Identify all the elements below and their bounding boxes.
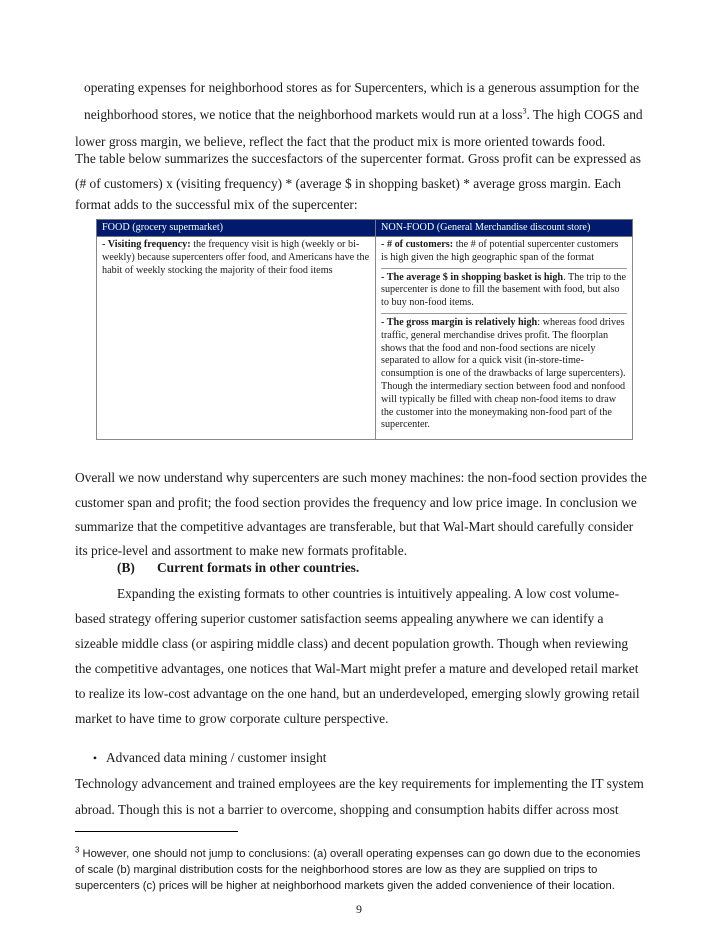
- cell-bold-label: - # of customers:: [381, 239, 454, 250]
- body-text-line: Technology advancement and trained employees are the key requirements for implementing the IT system: [75, 776, 644, 791]
- table-header-food: FOOD (grocery supermarket): [97, 220, 376, 237]
- cell-text: : whereas food drives traffic, general merchandise drives profit. The floorplan shows that the food and non-food sections are nicely separated to allow for a quick visit (in-store-time-consumption is one of the drawbacks of large supercenters). Though the intermediary section between food and nonfood will typically be filled with cheap non-food items to draw the customer into the moneymaking non-food part of the supercenter.: [381, 316, 626, 431]
- bullet-item: [84, 750, 327, 766]
- nonfood-item: [381, 317, 627, 432]
- body-text-line: abroad. Though this is not a barrier to overcome, shopping and consumption habits differ across most: [75, 802, 619, 817]
- footnote-divider: [75, 831, 238, 832]
- section-heading: [117, 560, 359, 576]
- body-text-line: Overall we now understand why supercenters are such money machines: the non-food section provides the: [75, 470, 647, 485]
- body-text-line: lower gross margin, we believe, reflect the fact that the product mix is more oriented towards food.: [75, 134, 606, 149]
- table-cell-food: [97, 237, 376, 440]
- body-text-line: sizeable middle class (or aspiring middle class) and decent population growth. Though when reviewing: [75, 636, 629, 651]
- footnote-text: However, one should not jump to conclusions: (a) overall operating expenses can go down due to the economies: [79, 848, 641, 860]
- table-cell-nonfood: [376, 237, 633, 440]
- cell-text: . The trip to the supercenter is done to fill the basement with food, but also to buy non-food items.: [381, 271, 627, 309]
- body-text-line: The table below summarizes the succesfactors of the supercenter format. Gross profit can be expressed as: [75, 151, 641, 166]
- table-header-row: [97, 220, 633, 237]
- body-text-span: . The high COGS and: [526, 107, 643, 122]
- footnote-line: of scale (b) marginal distribution costs for the neighborhood stores are low as they are supplied on trips to: [75, 864, 598, 876]
- body-text-line: market to have time to grow corporate culture perspective.: [75, 711, 389, 726]
- cell-bold-label: - The gross margin is relatively high: [381, 316, 538, 328]
- footnote: [75, 846, 665, 894]
- body-text-line: Expanding the existing formats to other countries is intuitively appealing. A low cost volume-: [117, 586, 620, 601]
- body-text-span: neighborhood stores, we notice that the neighborhood markets would run at a loss: [84, 107, 523, 122]
- body-text-line: the competitive advantages, one notices that Wal-Mart might prefer a mature and developed retail market: [75, 661, 639, 676]
- footnote-line: [75, 846, 665, 862]
- body-text-line: based strategy offering superior customer satisfaction seems appealing anywhere we can identify a: [75, 611, 604, 626]
- body-text-line: format adds to the successful mix of the supercenter:: [75, 197, 358, 212]
- body-text-line: customer span and profit; the food section provides the frequency and low price image. In conclusion we: [75, 495, 637, 510]
- footnote-line: supercenters (c) prices will be higher at neighborhood markets given the added convenience of their location.: [75, 880, 615, 892]
- table-header-nonfood: NON-FOOD (General Merchandise discount store): [376, 220, 633, 237]
- nonfood-item: [381, 272, 627, 314]
- cell-bold-label: - Visiting frequency:: [102, 239, 191, 250]
- body-text-line: operating expenses for neighborhood stores as for Supercenters, which is a generous assumption for the: [84, 80, 640, 95]
- nonfood-item: [381, 239, 627, 269]
- body-text-line: to realize its low-cost advantage on the one hand, but an underdeveloped, emerging slowly growing retail: [75, 686, 640, 701]
- body-text-line: its price-level and assortment to make new formats profitable.: [75, 543, 408, 558]
- section-title: Current formats in other countries.: [157, 560, 360, 575]
- section-label: (B): [117, 560, 135, 575]
- success-factors-table: [96, 219, 633, 440]
- footnote-marker: 3: [75, 845, 80, 855]
- body-text-line: [84, 107, 664, 123]
- bullet-icon: •: [92, 751, 98, 765]
- cell-text: the # of potential supercenter customers is high given the high geographic span of the format: [381, 239, 619, 263]
- page-number: 9: [356, 902, 362, 916]
- cell-text: the frequency visit is high (weekly or bi-weekly) because supercenters offer food, and Americans have the habit of weekly stocking the majority of their food items: [102, 239, 370, 276]
- body-text-line: summarize that the competitive advantages are transferable, but that Wal-Mart should carefully consider: [75, 519, 634, 534]
- footnote-reference: 3: [522, 106, 527, 116]
- bullet-text: Advanced data mining / customer insight: [106, 750, 327, 765]
- table-row: [97, 237, 633, 440]
- body-text-line: (# of customers) x (visiting frequency) * (average $ in shopping basket) * average gross margin. Each: [75, 176, 621, 191]
- cell-bold-label: - The average $ in shopping basket is high: [381, 271, 564, 283]
